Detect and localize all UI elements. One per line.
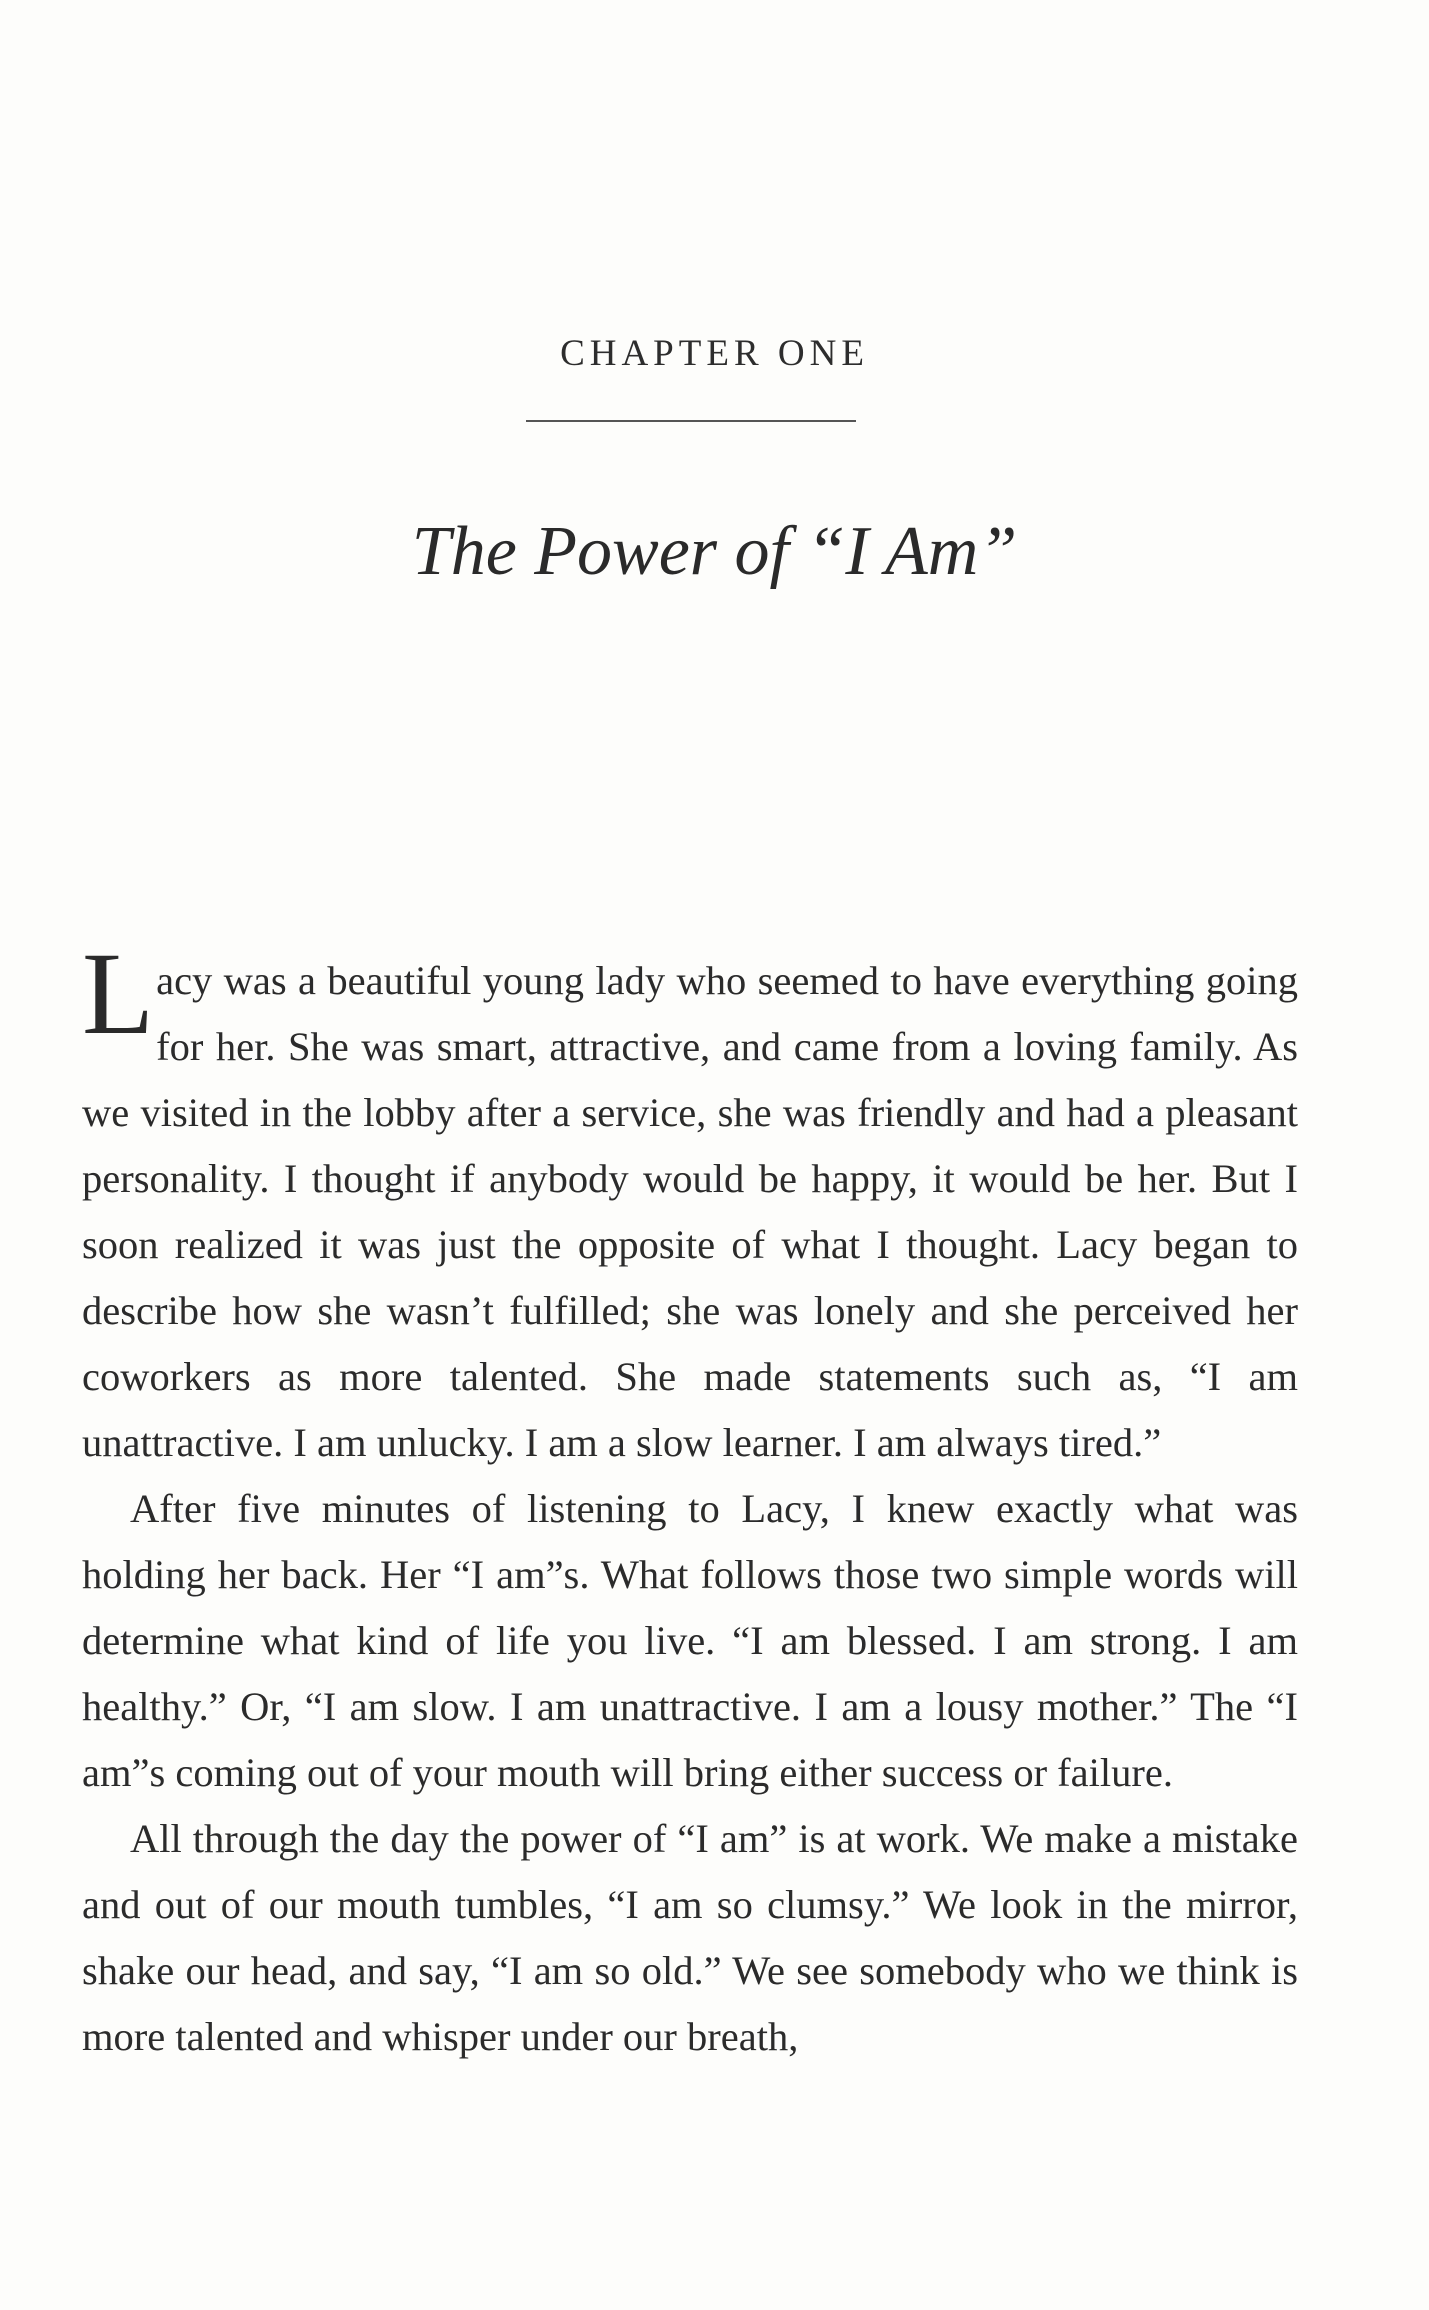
paragraph-3: All through the day the power of “I am” is at work. We make a mistake and out of our mouth tumbles, “I am so clumsy.” We look in the mirror, shake our head, and say, “I am so old.” We see somebody who we think is more talented and whisper under our breath,: [82, 1816, 1298, 2059]
chapter-divider: [526, 420, 856, 422]
chapter-title: The Power of “I Am”: [411, 513, 1018, 590]
drop-cap: L: [82, 928, 155, 1059]
chapter-body: [82, 928, 1298, 2070]
paragraph-1: [82, 928, 1298, 1476]
chapter-label: CHAPTER ONE: [560, 333, 869, 374]
paragraph-2: After five minutes of listening to Lacy, I knew exactly what was holding her back. Her “I am”s. What follows those two simple words will determine what kind of life you live. “I am blessed. I am strong. I am healthy.” Or, “I am slow. I am unattractive. I am a lousy mother.” The “I am”s coming out of your mouth will bring either success or failure.: [82, 1486, 1298, 1795]
paragraph-1-text: acy was a beautiful young lady who seemed to have everything going for her. She was smart, attractive, and came from a loving family. As we visited in the lobby after a service, she was friendly and had a pleasant personality. I thought if anybody would be happy, it would be her. But I soon realized it was just the opposite of what I thought. Lacy began to describe how she wasn’t fulfilled; she was lonely and she perceived her coworkers as more talented. She made statements such as, “I am unattractive. I am unlucky. I am a slow learner. I am always tired.”: [82, 958, 1298, 1465]
